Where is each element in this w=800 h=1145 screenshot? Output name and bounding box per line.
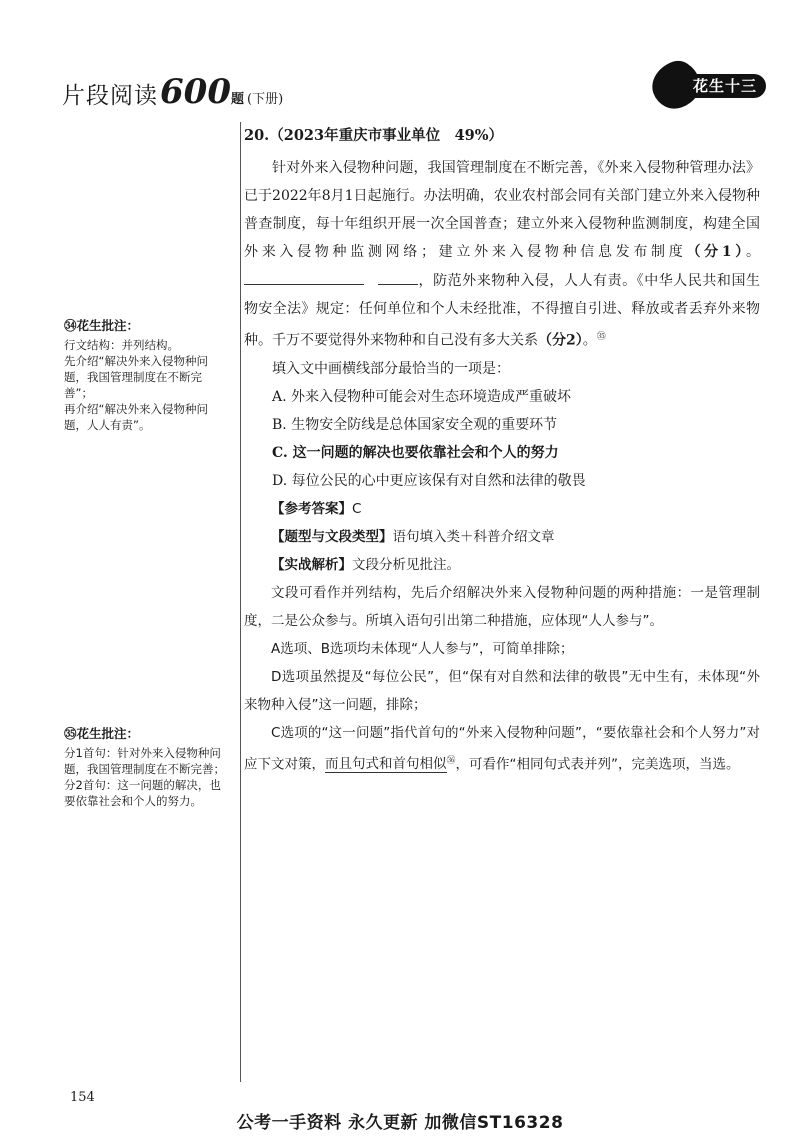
- option-a: A. 外来入侵物种可能会对生态环境造成严重破坏: [272, 388, 572, 405]
- analysis-p4-a: C选项的“这一问题”指代首句的“外来入侵物种问题”，“要依靠社会和个人努力”对应下文对策，: [244, 724, 760, 773]
- analysis-value: 文段分析见批注。: [352, 556, 460, 573]
- type-label: 【题型与文段类型】: [271, 528, 393, 545]
- book-title-volume: (下册): [247, 92, 284, 107]
- book-title-number: 600: [160, 72, 231, 112]
- note-ref-36: ㊱: [446, 755, 456, 766]
- side-note-35: [64, 726, 229, 809]
- analysis-p4-c: ，可看作“相同句式表并列”，完美选项，当选。: [455, 756, 740, 773]
- option-b: B. 生物安全防线是总体国家安全观的重要环节: [272, 416, 558, 433]
- passage: [244, 154, 760, 355]
- mark-2: （分2）: [538, 332, 583, 349]
- book-title-unit: 题: [230, 92, 244, 107]
- answer-value: C: [352, 500, 362, 517]
- question-body: [244, 122, 760, 778]
- answer-label: 【参考答案】: [271, 500, 352, 517]
- brand-logo: [650, 60, 768, 110]
- side-note-34-line: 行文结构：并列结构。: [64, 338, 179, 352]
- analysis-p2: A选项、B选项均未体现“人人参与”，可简单排除；: [271, 640, 574, 657]
- side-note-34-title: ㉞花生批注：: [64, 318, 140, 333]
- side-note-35-title: ㉟花生批注：: [64, 726, 140, 741]
- brand-logo-text: 花生十三: [684, 74, 766, 98]
- passage-sep: 。: [746, 244, 761, 260]
- answer-line: [244, 495, 760, 523]
- side-note-34-line: 先介绍“解决外来入侵物种问题，我国管理制度在不断完善”；: [64, 354, 208, 400]
- question-prompt: 填入文中画横线部分最恰当的一项是：: [272, 360, 510, 377]
- analysis-p4: [244, 719, 760, 779]
- type-line: [244, 523, 760, 551]
- column-divider: [240, 122, 241, 1082]
- type-value: 语句填入类＋科普介绍文章: [392, 528, 555, 545]
- side-note-35-line: 分2首句：这一问题的解决，也要依靠社会和个人的努力。: [64, 778, 221, 808]
- book-title: [62, 72, 283, 112]
- option-d: D. 每位公民的心中更应该保有对自然和法律的敬畏: [272, 472, 586, 489]
- question-title: 20.（2023年重庆市事业单位 49%）: [244, 127, 504, 144]
- analysis-p3: D选项虽然提及“每位公民”，但“保有对自然和法律的敬畏”无中生有，未体现“外来物种入侵”这一问题，排除；: [244, 668, 760, 713]
- fill-blank: [244, 266, 364, 285]
- option-c: C. 这一问题的解决也要依靠社会和个人的努力: [272, 444, 559, 461]
- side-note-35-line: 分1首句：针对外来入侵物种问题，我国管理制度在不断完善；: [64, 746, 225, 776]
- analysis-p1: 文段可看作并列结构，先后介绍解决外来入侵物种问题的两种措施：一是管理制度，二是公众参与。所填入语句引出第二种措施，应体现“人人参与”。: [244, 584, 760, 629]
- side-note-34-line: 再介绍“解决外来入侵物种问题，人人有责”。: [64, 402, 208, 432]
- fill-blank-tail: [378, 266, 418, 285]
- page-number: 154: [70, 1090, 95, 1105]
- book-title-main: 片段阅读: [62, 83, 158, 109]
- footer-watermark: 公考一手资料 永久更新 加微信ST16328: [236, 1113, 564, 1133]
- passage-part1: 针对外来入侵物种问题，我国管理制度在不断完善，《外来入侵物种管理办法》已于2022年8月1日起施行。办法明确，农业农村部会同有关部门建立外来入侵物种普查制度，每十年组织开展一次全国普查；建立外来入侵物种监测制度，构建全国外来入侵物种监测网络；建立外来入侵物种信息发布制度: [244, 160, 760, 260]
- analysis-label: 【实战解析】: [271, 556, 352, 573]
- side-note-34: [64, 318, 229, 433]
- mark-1: （分1）: [686, 244, 747, 260]
- analysis-line: [244, 551, 760, 579]
- note-ref-35: ㉟: [596, 332, 606, 342]
- passage-end: 。: [582, 332, 597, 349]
- passage-part2: ，防范外来物种入侵，人人有责。《中华人民共和国生物安全法》规定：任何单位和个人未经批准，不得擅自引进、释放或者丢弃外来物种。千万不要觉得外来物种和自己没有多大关系: [244, 273, 760, 349]
- analysis-p4-underlined: 而且句式和首句相似: [325, 756, 447, 773]
